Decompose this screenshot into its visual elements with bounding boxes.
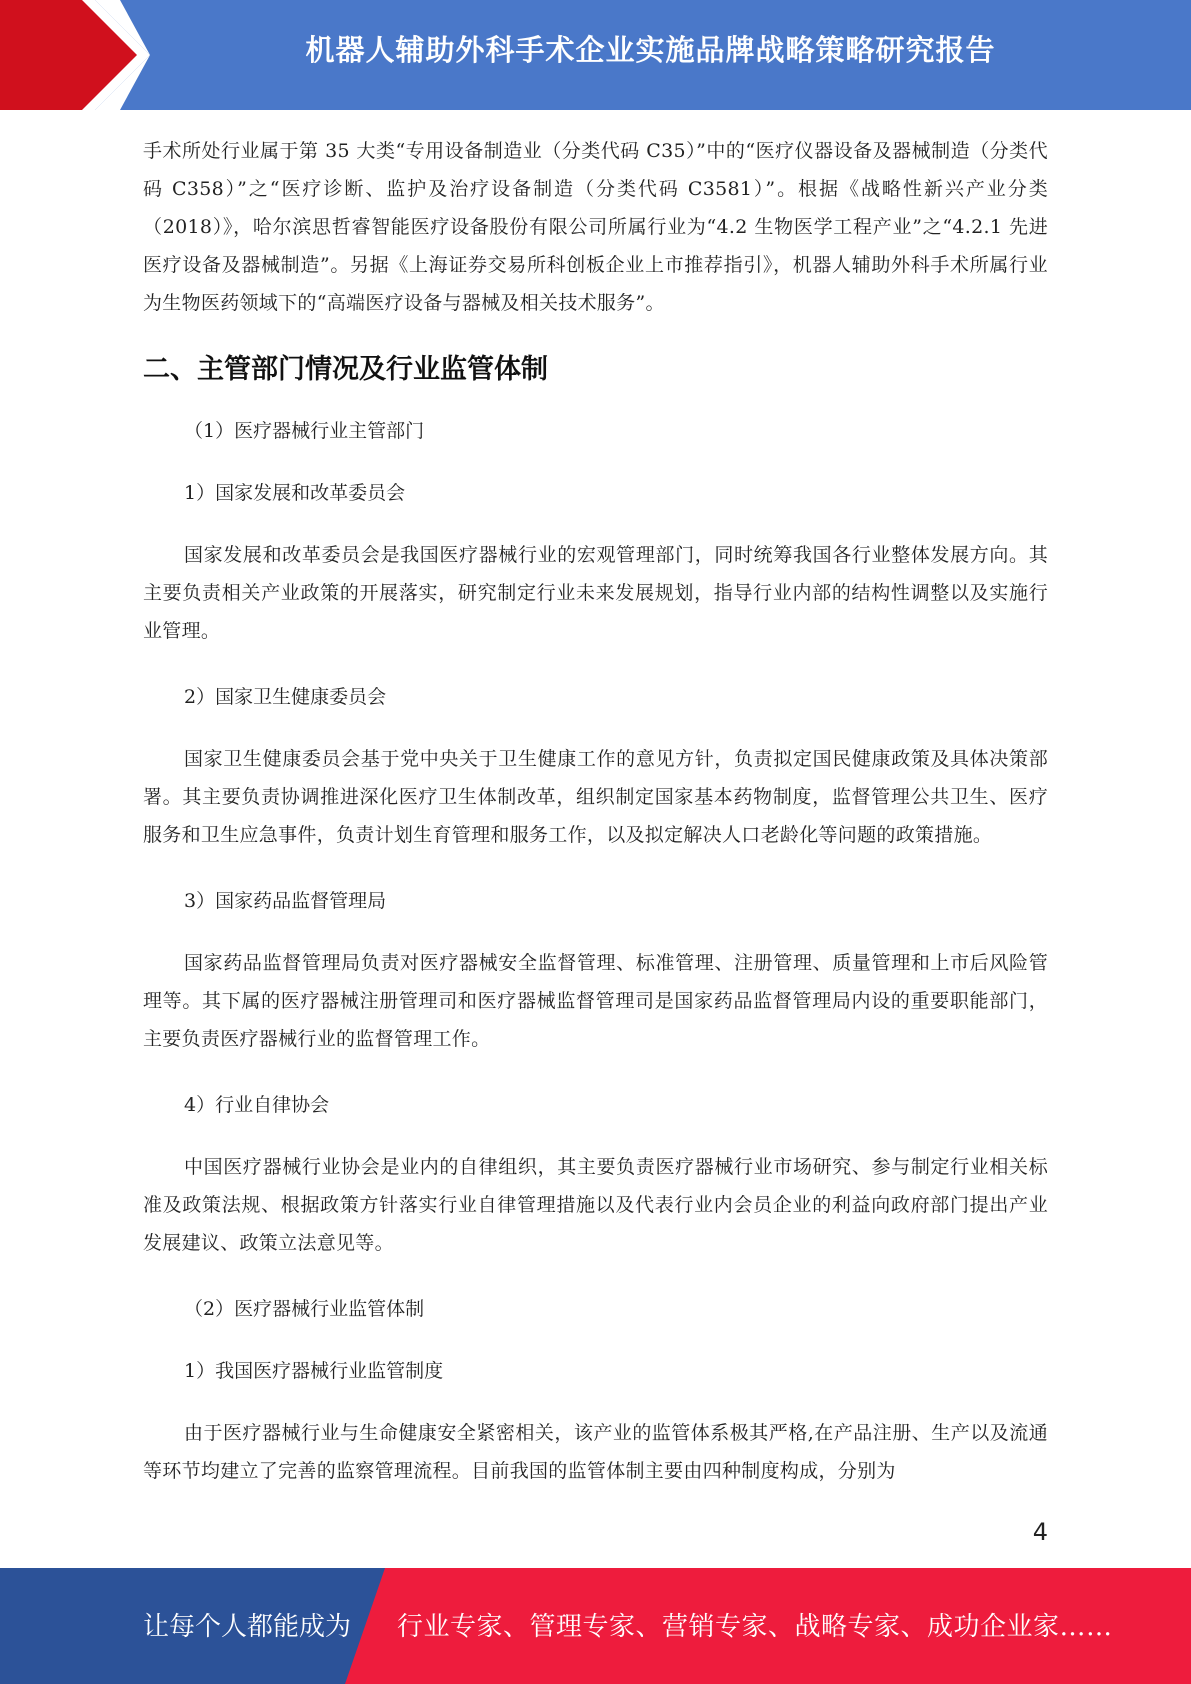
item-heading-regulation: 1）我国医疗器械行业监管制度 (184, 1360, 444, 1382)
item-heading-ndrc: 1）国家发展和改革委员会 (184, 482, 406, 504)
item-paragraph-nmpa: 国家药品监督管理局负责对医疗器械安全监督管理、标准管理、注册管理、质量管理和上市后风险管理等。其下属的医疗器械注册管理司和医疗器械监督管理司是国家药品监督管理局内设的重要职能部门，主要负责医疗器械行业的监督管理工作。 (143, 952, 1048, 1050)
subsection-heading-1: （1）医疗器械行业主管部门 (184, 420, 425, 442)
subsection-heading-2: （2）医疗器械行业监管体制 (184, 1298, 425, 1320)
footer-slogan-right: 行业专家、管理专家、营销专家、战略专家、成功企业家…… (397, 1612, 1113, 1642)
intro-paragraph: 手术所处行业属于第 35 大类“专用设备制造业（分类代码 C35）”中的“医疗仪器设备及器械制造（分类代码 C358）”之“医疗诊断、监护及治疗设备制造（分类代码 C3581）”。根据《战略性新兴产业分类（2018）》，哈尔滨思哲睿智能医疗设备股份有限公司所属行业为“4.2 生物医学工程产业”之“4.2.1 先进医疗设备及器械制造”。另据《上海证券交易所科创板企业上市推荐指引》，机器人辅助外科手术所属行业为生物医药领域下的“高端医疗设备与器械及相关技术服务”。 (143, 140, 1048, 314)
item-heading-association: 4）行业自律协会 (184, 1094, 330, 1116)
page-number: 4 (1032, 1518, 1048, 1546)
report-title: 机器人辅助外科手术企业实施品牌战略策略研究报告 (305, 33, 996, 67)
page-header (0, 0, 1191, 110)
item-paragraph-association: 中国医疗器械行业协会是业内的自律组织，其主要负责医疗器械行业市场研究、参与制定行业相关标准及政策法规、根据政策方针落实行业自律管理措施以及代表行业内会员企业的利益向政府部门提出产业发展建议、政策立法意见等。 (143, 1156, 1048, 1254)
page-footer (0, 1568, 1191, 1684)
document-body (143, 132, 1048, 1518)
item-paragraph-regulation: 由于医疗器械行业与生命健康安全紧密相关，该产业的监管体系极其严格,在产品注册、生产以及流通等环节均建立了完善的监察管理流程。目前我国的监管体制主要由四种制度构成，分别为 (143, 1422, 1048, 1482)
item-heading-nhc: 2）国家卫生健康委员会 (184, 686, 387, 708)
section-title: 二、主管部门情况及行业监管体制 (143, 354, 548, 385)
item-paragraph-ndrc: 国家发展和改革委员会是我国医疗器械行业的宏观管理部门，同时统筹我国各行业整体发展方向。其主要负责相关产业政策的开展落实，研究制定行业未来发展规划，指导行业内部的结构性调整以及实施行业管理。 (143, 544, 1048, 642)
item-paragraph-nhc: 国家卫生健康委员会基于党中央关于卫生健康工作的意见方针，负责拟定国民健康政策及具体决策部署。其主要负责协调推进深化医疗卫生体制改革，组织制定国家基本药物制度，监督管理公共卫生、医疗服务和卫生应急事件，负责计划生育管理和服务工作，以及拟定解决人口老龄化等问题的政策措施。 (143, 748, 1048, 846)
footer-slogan-left: 让每个人都能成为 (143, 1612, 352, 1642)
item-heading-nmpa: 3）国家药品监督管理局 (184, 890, 387, 912)
